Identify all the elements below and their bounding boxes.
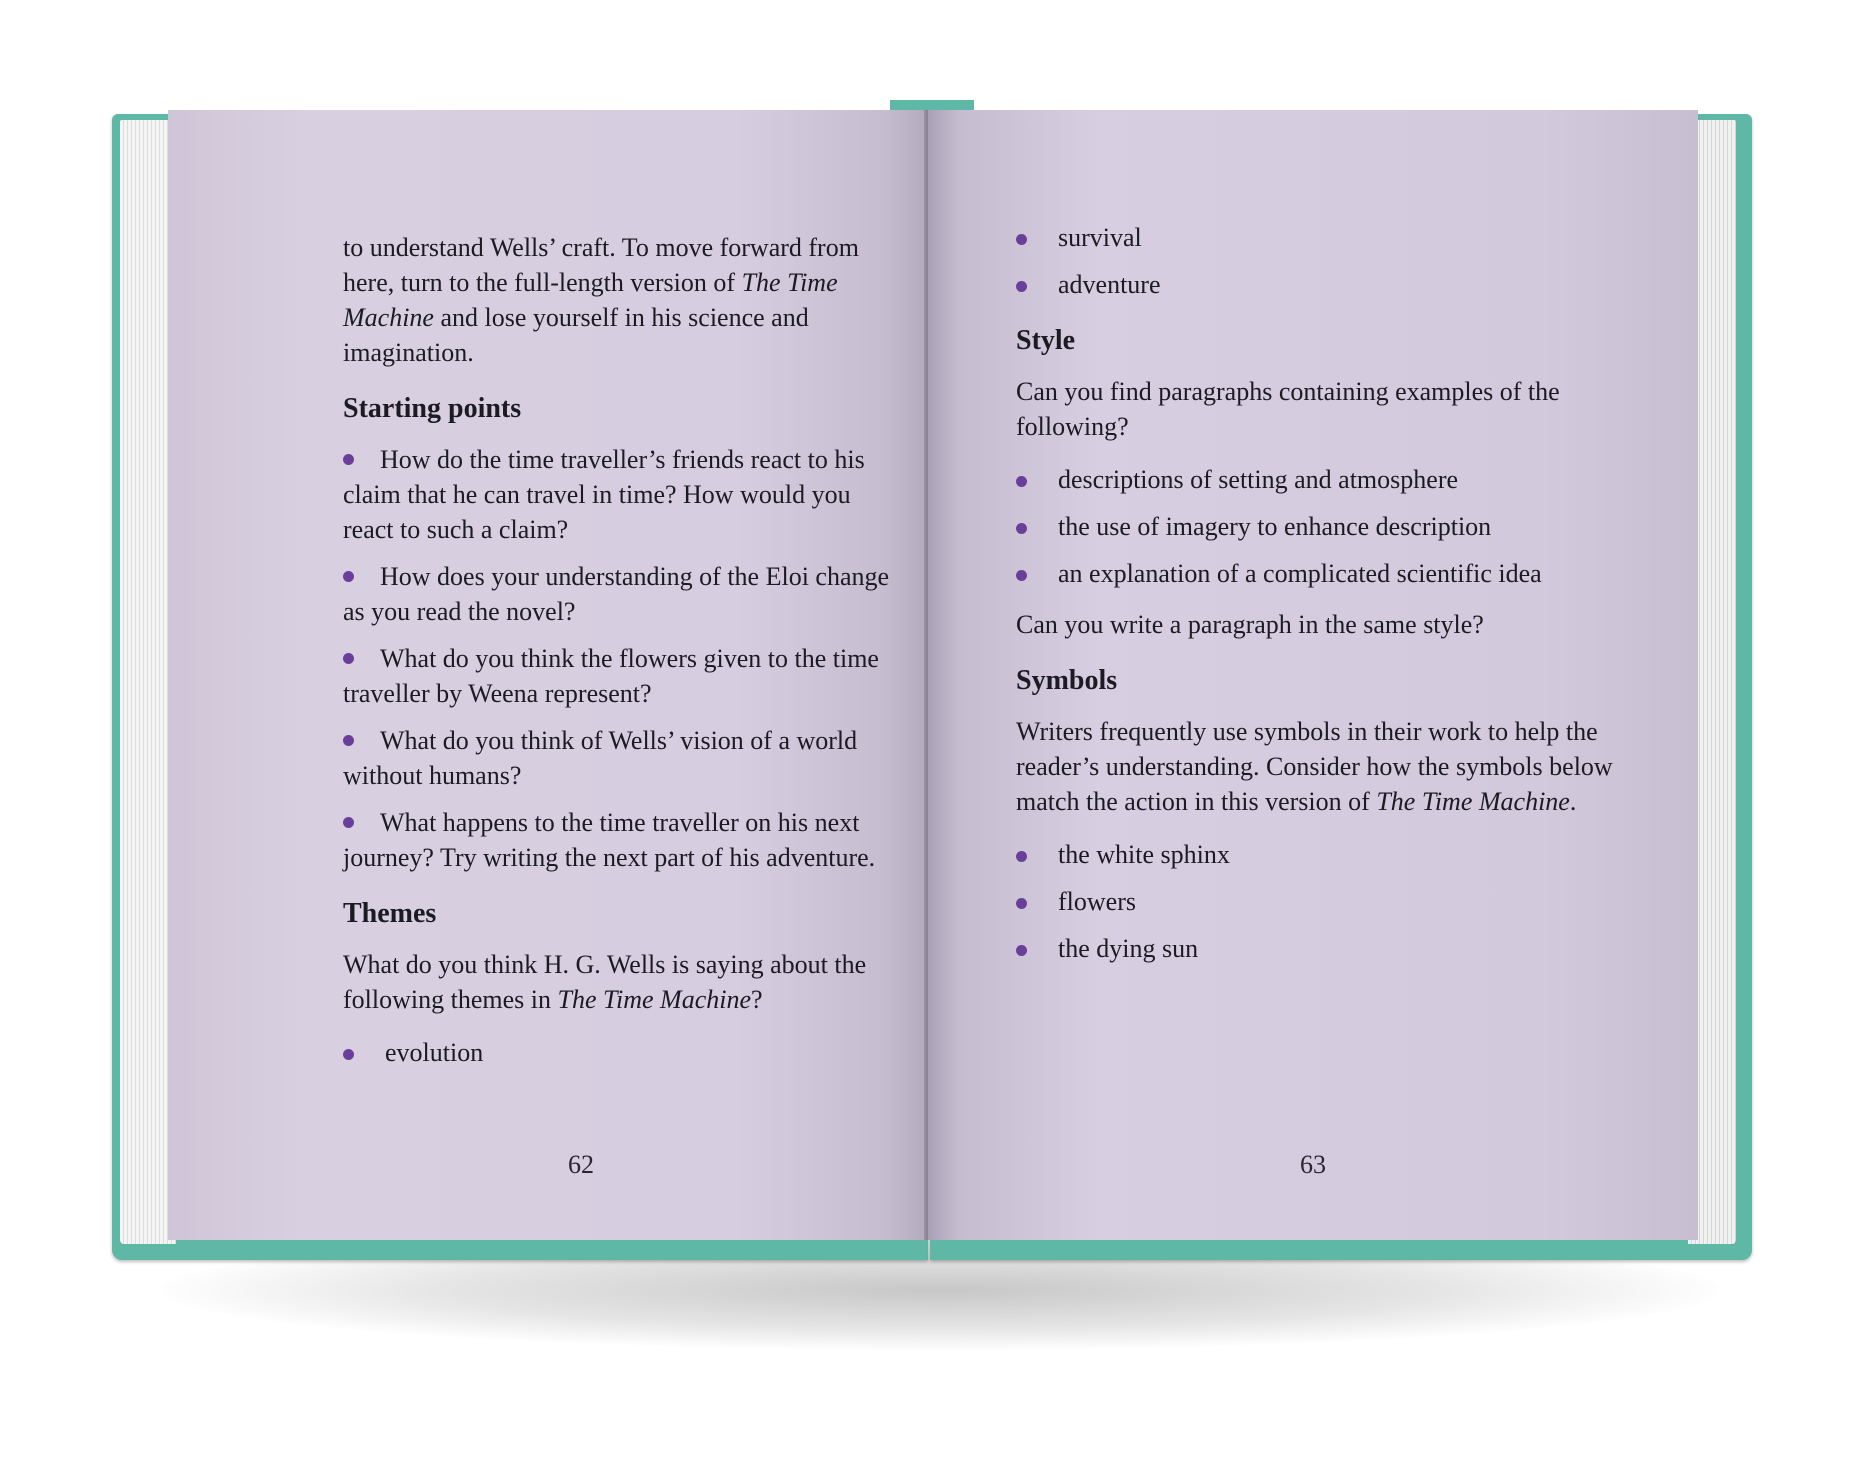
style-closing: Can you write a paragraph in the same style?	[1016, 610, 1484, 639]
symbols-intro-part-2: .	[1569, 787, 1577, 816]
list-item-text: What do you think the flowers given to the time traveller by Weena represent?	[343, 644, 879, 708]
bullet-icon	[1016, 281, 1027, 292]
list-item	[343, 442, 903, 547]
themes-list	[343, 1035, 903, 1070]
bullet-icon	[1016, 234, 1027, 245]
symbols-list	[1016, 837, 1616, 966]
left-page	[168, 110, 928, 1240]
starting-points-list	[343, 442, 903, 875]
list-item-text: What happens to the time traveller on his next journey? Try writing the next part of his adventure.	[343, 808, 876, 872]
symbols-heading: Symbols	[1016, 665, 1118, 696]
style-list	[1016, 462, 1616, 591]
themes-book-title: The Time Machine	[557, 985, 752, 1014]
symbols-book-title: The Time Machine	[1376, 787, 1570, 816]
bullet-icon	[343, 653, 354, 664]
list-item-text: survival	[1058, 223, 1142, 252]
list-item	[1016, 884, 1616, 919]
list-item	[1016, 931, 1616, 966]
list-item	[343, 723, 903, 793]
bullet-icon	[1016, 851, 1027, 862]
bullet-icon	[1016, 570, 1027, 581]
list-item	[1016, 509, 1616, 544]
list-item-text: adventure	[1058, 270, 1161, 299]
intro-text-part-1: to understand Wells’ craft. To move forward from here, turn to the full-length version of	[343, 233, 859, 297]
intro-paragraph	[343, 230, 903, 370]
left-page-content	[343, 230, 903, 1086]
intro-text-part-2: and lose yourself in his science and imagination.	[343, 303, 809, 367]
bullet-icon	[1016, 476, 1027, 487]
list-item-text: What do you think of Wells’ vision of a world without humans?	[343, 726, 858, 790]
list-item-text: How do the time traveller’s friends react to his claim that he can travel in time? How would you react to such a claim?	[343, 445, 865, 544]
bullet-icon	[1016, 523, 1027, 534]
list-item-text: flowers	[1058, 887, 1136, 916]
themes-list-continued	[1016, 220, 1616, 302]
style-intro: Can you find paragraphs containing examples of the following?	[1016, 377, 1560, 441]
list-item	[1016, 267, 1616, 302]
bullet-icon	[343, 735, 354, 746]
list-item-text: the use of imagery to enhance description	[1058, 512, 1492, 541]
symbols-intro	[1016, 714, 1616, 819]
list-item-text: evolution	[385, 1038, 484, 1067]
bullet-icon	[343, 1049, 354, 1060]
list-item-text: the white sphinx	[1058, 840, 1230, 869]
list-item	[343, 641, 903, 711]
bullet-icon	[343, 454, 354, 465]
bullet-icon	[343, 817, 354, 828]
right-page-content	[1016, 220, 1616, 982]
themes-intro	[343, 947, 903, 1017]
open-book	[112, 100, 1752, 1260]
list-item	[343, 1035, 903, 1070]
list-item-text: an explanation of a complicated scientific idea	[1058, 559, 1542, 588]
list-item	[343, 559, 903, 629]
list-item-text: descriptions of setting and atmosphere	[1058, 465, 1459, 494]
themes-intro-part-1: What do you think H. G. Wells is saying about the following themes in	[343, 950, 867, 1014]
style-heading: Style	[1016, 325, 1076, 356]
themes-heading: Themes	[343, 898, 437, 929]
list-item	[343, 805, 903, 875]
list-item	[1016, 556, 1616, 591]
bullet-icon	[1016, 898, 1027, 909]
themes-intro-part-2: ?	[751, 985, 763, 1014]
intro-book-title: The Time Machine	[343, 268, 838, 332]
list-item	[1016, 462, 1616, 497]
page-number-left: 62	[568, 1150, 594, 1179]
starting-points-heading: Starting points	[343, 393, 522, 424]
bullet-icon	[343, 571, 354, 582]
list-item	[1016, 837, 1616, 872]
bullet-icon	[1016, 945, 1027, 956]
list-item-text: the dying sun	[1058, 934, 1199, 963]
list-item-text: How does your understanding of the Eloi change as you read the novel?	[343, 562, 890, 626]
right-page	[928, 110, 1698, 1240]
symbols-intro-part-1: Writers frequently use symbols in their work to help the reader’s understanding. Consider how the symbols below match the action in this version of	[1016, 717, 1613, 816]
page-number-right: 63	[1300, 1150, 1326, 1179]
list-item	[1016, 220, 1616, 255]
